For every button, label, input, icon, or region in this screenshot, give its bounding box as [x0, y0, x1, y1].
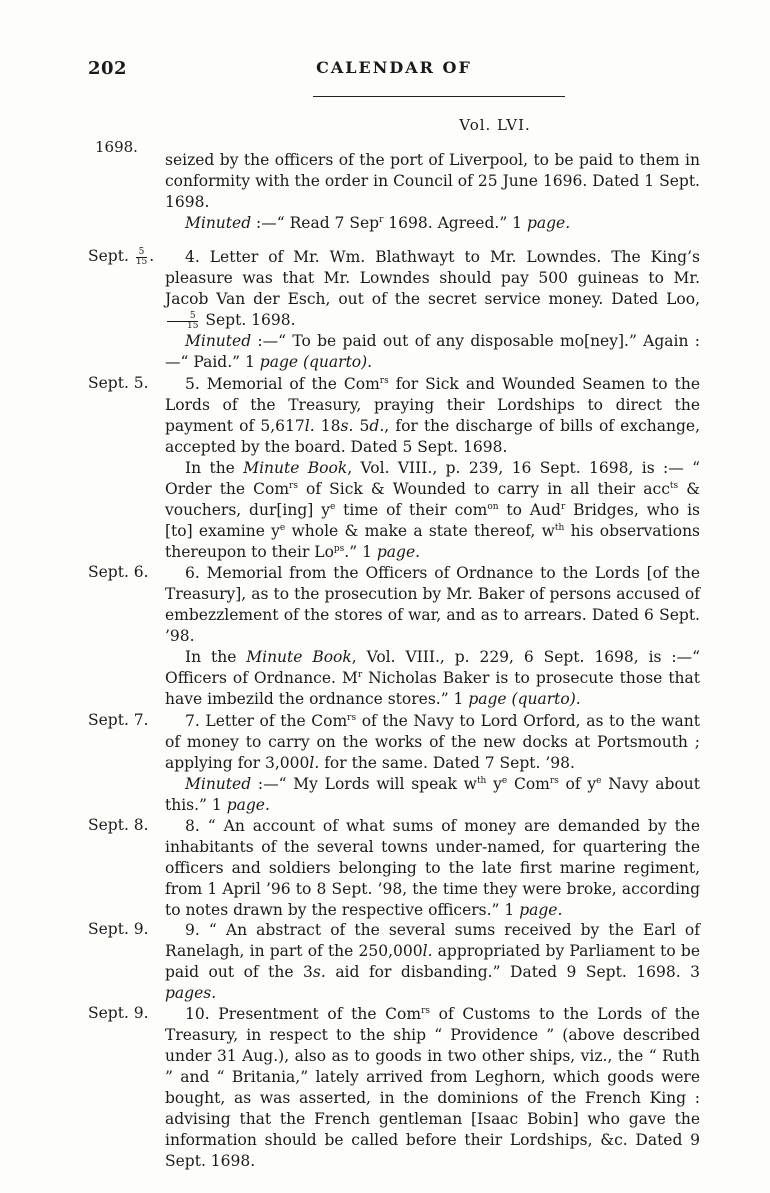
entry-5	[88, 374, 700, 563]
entry-paragraph: 9. “ An abstract of the several sums received by the Earl of Ranelagh, in part of the 250,000l. appropriated by Parliament to be paid out of the 3s. aid for disbanding.” Dated 9 Sept. 1698. 3 pages.	[165, 921, 701, 1002]
entry-date: Sept. 9.	[88, 1004, 149, 1022]
entry-date: Sept. 8.	[88, 816, 149, 834]
entry-7	[88, 711, 700, 816]
entry-paragraph: seized by the officers of the port of Liverpool, to be paid to them in conformity with the order in Council of 25 June 1696. Dated 1 Sept. 1698.	[165, 151, 700, 211]
entry-paragraph: 5. Memorial of the Com$^{rs}$ for Sick and Wounded Seamen to the Lords of the Treasury, praying their Lordships to direct the payment of 5,617l. 18s. 5d., for the discharge of bills of exchange, accepted by the board. Dated 5 Sept. 1698.	[165, 375, 700, 456]
header-rule	[313, 96, 565, 97]
entry-8	[88, 816, 700, 921]
entry-body	[165, 247, 700, 373]
entry-body	[165, 711, 700, 816]
entry-minute: Minuted :—“ To be paid out of any disposable mo[ney].” Again :—“ Paid.” 1 page (quarto).	[165, 332, 700, 371]
entry-minute: Minuted :—“ My Lords will speak $w^{th}$ $y^e$ Com$^{rs}$ of $y^e$ Navy about this.” 1 page.	[165, 775, 700, 814]
entry-date: Sept. 9.	[88, 920, 149, 938]
entry-4	[88, 247, 700, 373]
entry-body	[165, 150, 700, 234]
entry-paragraph: 7. Letter of the Com$^{rs}$ of the Navy to Lord Orford, as to the want of money to carry on the works of the new docks at Portsmouth ; applying for 3,000l. for the same. Dated 7 Sept. ’98.	[165, 712, 700, 772]
entry-paragraph: 4. Letter of Mr. Wm. Blathwayt to Mr. Lowndes. The King’s pleasure was that Mr. Lowndes should pay 500 guineas to Mr. Jacob Van der Esch, out of the secret service money. Dated Loo, $\frac{5}{15}$ Sept. 1698.	[165, 248, 700, 331]
entry-date: Sept. $\frac{5}{15}$ .	[88, 246, 155, 267]
entry-minute: Minuted :—“ Read 7 Sep$^r$ 1698. Agreed.” 1 page.	[185, 214, 571, 232]
page-header	[88, 58, 700, 88]
entry-body	[165, 1004, 700, 1172]
entry-body	[165, 920, 700, 1004]
running-title: CALENDAR OF	[316, 58, 472, 77]
entry-body	[165, 816, 700, 921]
entry-minute: In the Minute Book, Vol. VIII., p. 239, 16 Sept. 1698, is :— “ Order the Com$^{rs}$ of Sick & Wounded to carry in all their acc$^{ts}$ & vouchers, dur[ing] $y^e$ time of their com$^{on}$ to Aud$^r$ Bridges, who is [to] examine $y^e$ whole & make a state thereof, $w^{th}$ his observations thereupon to their $Lo^{ps}$.” 1 page.	[165, 459, 701, 561]
entry-paragraph: 6. Memorial from the Officers of Ordnance to the Lords [of the Treasury], as to the prosecution by Mr. Baker of persons accused of embezzlement of the stores of war, and as to arrears. Dated 6 Sept. ’98.	[165, 564, 700, 645]
entry-9	[88, 920, 700, 1004]
entry-minute: In the Minute Book, Vol. VIII., p. 229, 6 Sept. 1698, is :—“ Officers of Ordnance. $M^r$ Nicholas Baker is to prosecute those that have imbezild the ordnance stores.” 1 page (quarto).	[165, 648, 701, 708]
year-label: 1698.	[95, 138, 138, 156]
page-number: 202	[88, 58, 128, 79]
entry-date: Sept. 7.	[88, 711, 149, 729]
entry-date: Sept. 5.	[88, 374, 149, 392]
entry-paragraph: 10. Presentment of the Com$^{rs}$ of Customs to the Lords of the Treasury, in respect to the ship “ Providence ” (above described under 31 Aug.), also as to goods in two other ships, viz., the “ Ruth ” and “ Britania,” lately arrived from Leghorn, which goods were bought, as was asserted, in the dominions of the French King : advising that the French gentleman [Isaac Bobin] who gave the information should be called before their Lordships, &c. Dated 9 Sept. 1698.	[165, 1005, 700, 1170]
entry-body	[165, 374, 700, 563]
volume-heading: Vol. LVI.	[459, 116, 531, 134]
entry-10	[88, 1004, 700, 1172]
date-fraction: $\frac{5}{15}$	[135, 246, 148, 267]
entry-body	[165, 563, 700, 710]
entry-date: Sept. 6.	[88, 563, 149, 581]
entry-6	[88, 563, 700, 710]
entry-continuation	[88, 150, 700, 234]
entry-paragraph: 8. “ An account of what sums of money are demanded by the inhabitants of the several towns under-named, for quartering the officers and soldiers belonging to the late first marine regiment, from 1 April ’96 to 8 Sept. ’98, the time they were broke, according to notes drawn by the respective officers.” 1 page.	[165, 817, 700, 919]
